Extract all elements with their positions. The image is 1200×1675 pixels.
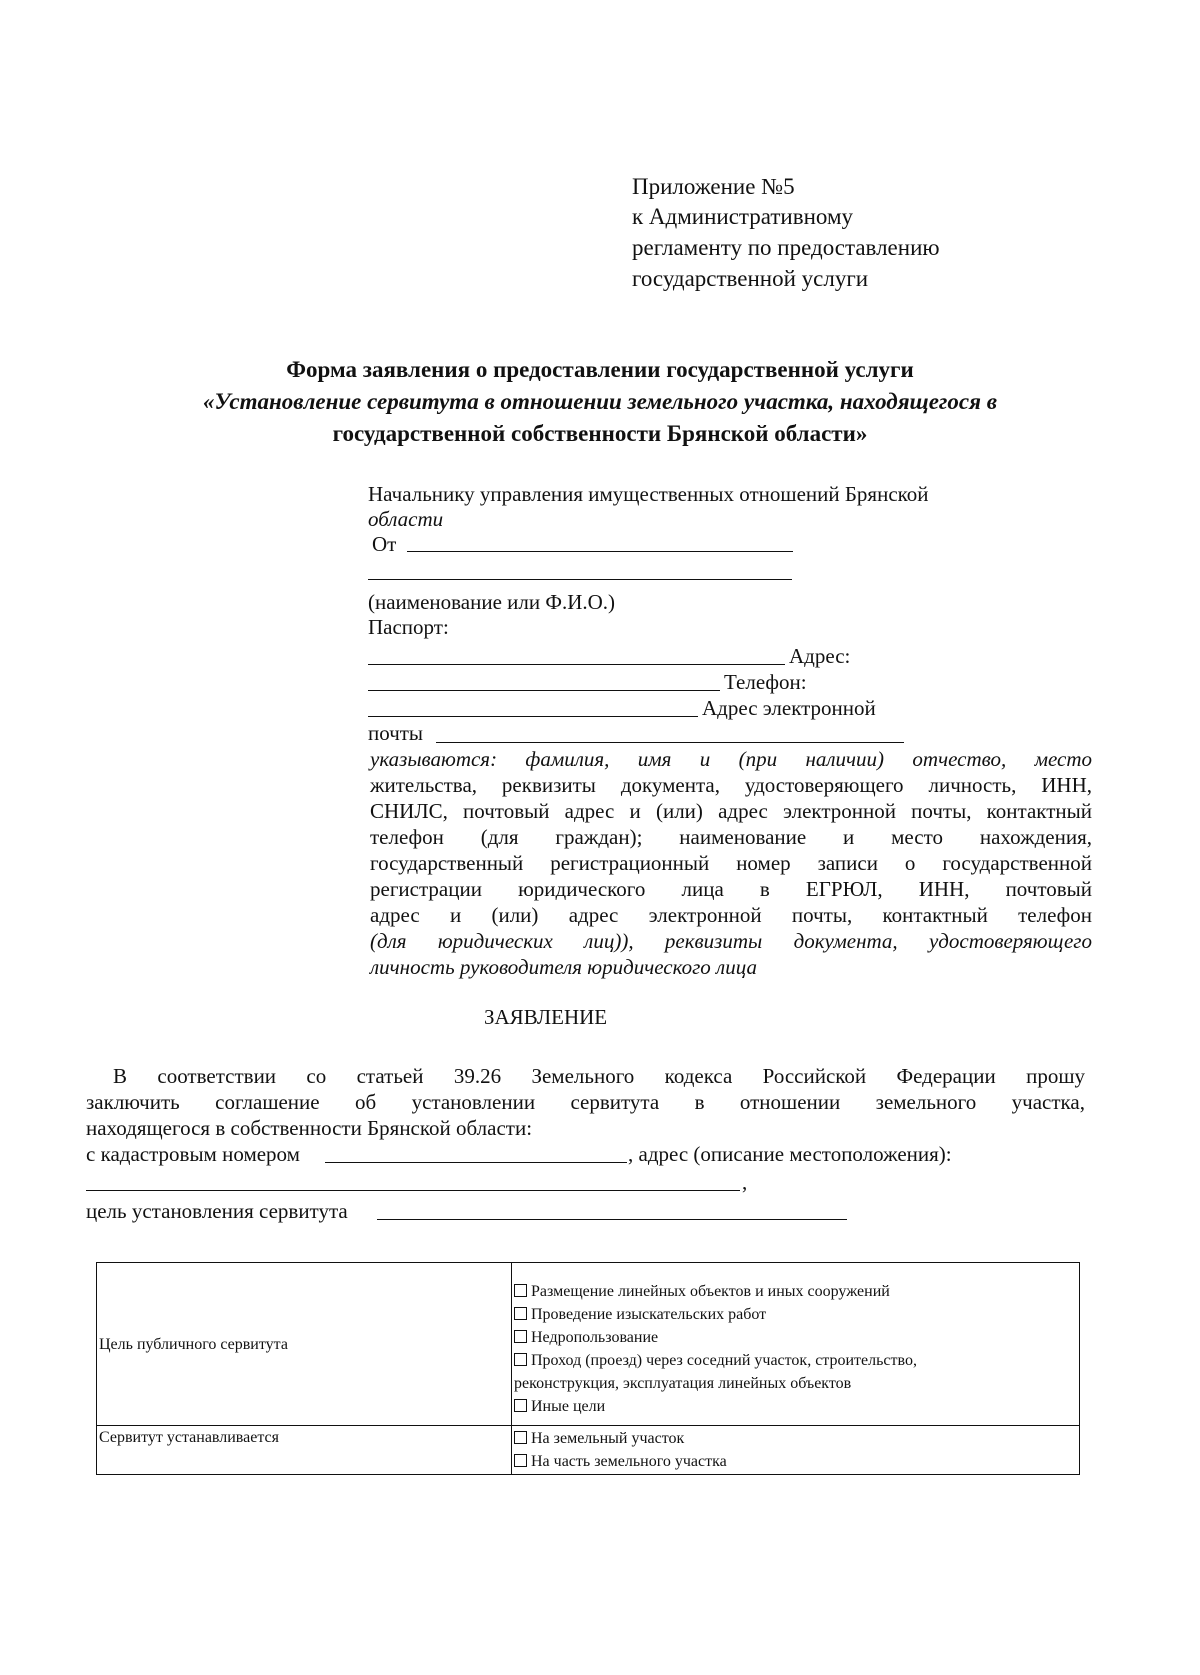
statement-line-3: находящегося в собственности Брянской области: [86,1116,533,1140]
servitude-purpose-options [512,1263,1080,1426]
note-row-3: СНИЛС, почтовый адрес и (или) адрес электронной почты, контактный [370,799,1092,823]
note-row-1: указываются: фамилия, имя и (при наличии) отчество, место [370,747,1092,771]
checkbox-icon[interactable] [514,1307,527,1320]
purpose-option-other[interactable]: Иные цели [514,1395,1079,1418]
scope-option-part-plot[interactable]: На часть земельного участка [514,1450,1079,1473]
purpose-option-passage-cont: реконструкция, эксплуатация линейных объектов [514,1375,852,1392]
note-row-2: жительства, реквизиты документа, удостоверяющего личность, ИНН, [370,773,1092,797]
cadastral-number-field[interactable] [325,1162,627,1163]
note-row-8: (для юридических лиц)), реквизиты документа, удостоверяющего [370,929,1092,953]
form-title-line-2: «Установление сервитута в отношении земельного участка, находящегося в [203,389,997,414]
purpose-option-subsoil[interactable]: Недропользование [514,1326,1079,1349]
checkbox-icon[interactable] [514,1284,527,1297]
servitude-scope-label: Сервитут устанавливается [97,1426,512,1475]
servitude-purpose-label: Цель публичного сервитута [97,1263,512,1426]
checkbox-icon[interactable] [514,1399,527,1412]
appendix-line-1: Приложение №5 [632,174,795,199]
form-title-line-1: Форма заявления о предоставлении государственной услуги [286,357,914,382]
address-field[interactable] [368,690,720,691]
addressee-line-1: Начальнику управления имущественных отношений Брянской [368,482,929,506]
applicant-details-note [370,746,1092,980]
appendix-line-4: государственной услуги [632,266,869,291]
address-label: Адрес: [789,644,851,668]
addressee-line-2: области [368,507,444,531]
checkbox-icon[interactable] [514,1353,527,1366]
purpose-option-survey[interactable]: Проведение изыскательских работ [514,1303,1079,1326]
checkbox-icon[interactable] [514,1431,527,1444]
servitude-scope-options [512,1426,1080,1475]
statement-line-1: В соответствии со статьей 39.26 Земельного кодекса Российской Федерации прошу [113,1064,1085,1088]
phone-label: Телефон: [724,670,807,694]
location-comma: , [742,1170,748,1194]
servitude-table [96,1262,1080,1475]
purpose-field[interactable] [377,1219,847,1220]
appendix-line-2: к Административному [632,204,854,229]
location-label: , адрес (описание местоположения): [628,1142,952,1166]
from-field-line-2[interactable] [368,579,792,580]
purpose-label: цель установления сервитута [86,1199,348,1223]
note-row-4: телефон (для граждан); наименование и место нахождения, [370,825,1092,849]
from-label: От [372,532,397,556]
purpose-option-passage[interactable]: Проход (проезд) через соседний участок, строительство, [514,1349,1079,1372]
appendix-line-3: регламенту по предоставлению [632,235,940,260]
note-row-6: регистрации юридического лица в ЕГРЮЛ, ИНН, почтовый [370,877,1092,901]
passport-label: Паспорт: [368,615,449,639]
location-field[interactable] [86,1190,740,1191]
note-row-5: государственный регистрационный номер записи о государственной [370,851,1092,875]
cadastral-label: с кадастровым номером [86,1142,300,1166]
form-title-line-3: государственной собственности Брянской области» [332,421,868,446]
checkbox-icon[interactable] [514,1454,527,1467]
note-row-7: адрес и (или) адрес электронной почты, контактный телефон [370,903,1092,927]
scope-option-whole-plot[interactable]: На земельный участок [514,1427,1079,1450]
email-label-2: почты [368,721,424,745]
passport-field[interactable] [368,664,785,665]
table-row [97,1426,1080,1475]
name-hint: (наименование или Ф.И.О.) [368,590,616,614]
email-field[interactable] [436,742,904,743]
statement-heading: ЗАЯВЛЕНИЕ [484,1005,608,1029]
checkbox-icon[interactable] [514,1330,527,1343]
phone-field[interactable] [368,716,698,717]
statement-line-2: заключить соглашение об установлении сервитута в отношении земельного участка, [86,1090,1085,1114]
email-label-1: Адрес электронной [702,696,876,720]
from-field[interactable] [407,551,793,552]
note-row-9: личность руководителя юридического лица [370,955,757,979]
table-row [97,1263,1080,1426]
purpose-option-linear[interactable]: Размещение линейных объектов и иных сооружений [514,1280,1079,1303]
